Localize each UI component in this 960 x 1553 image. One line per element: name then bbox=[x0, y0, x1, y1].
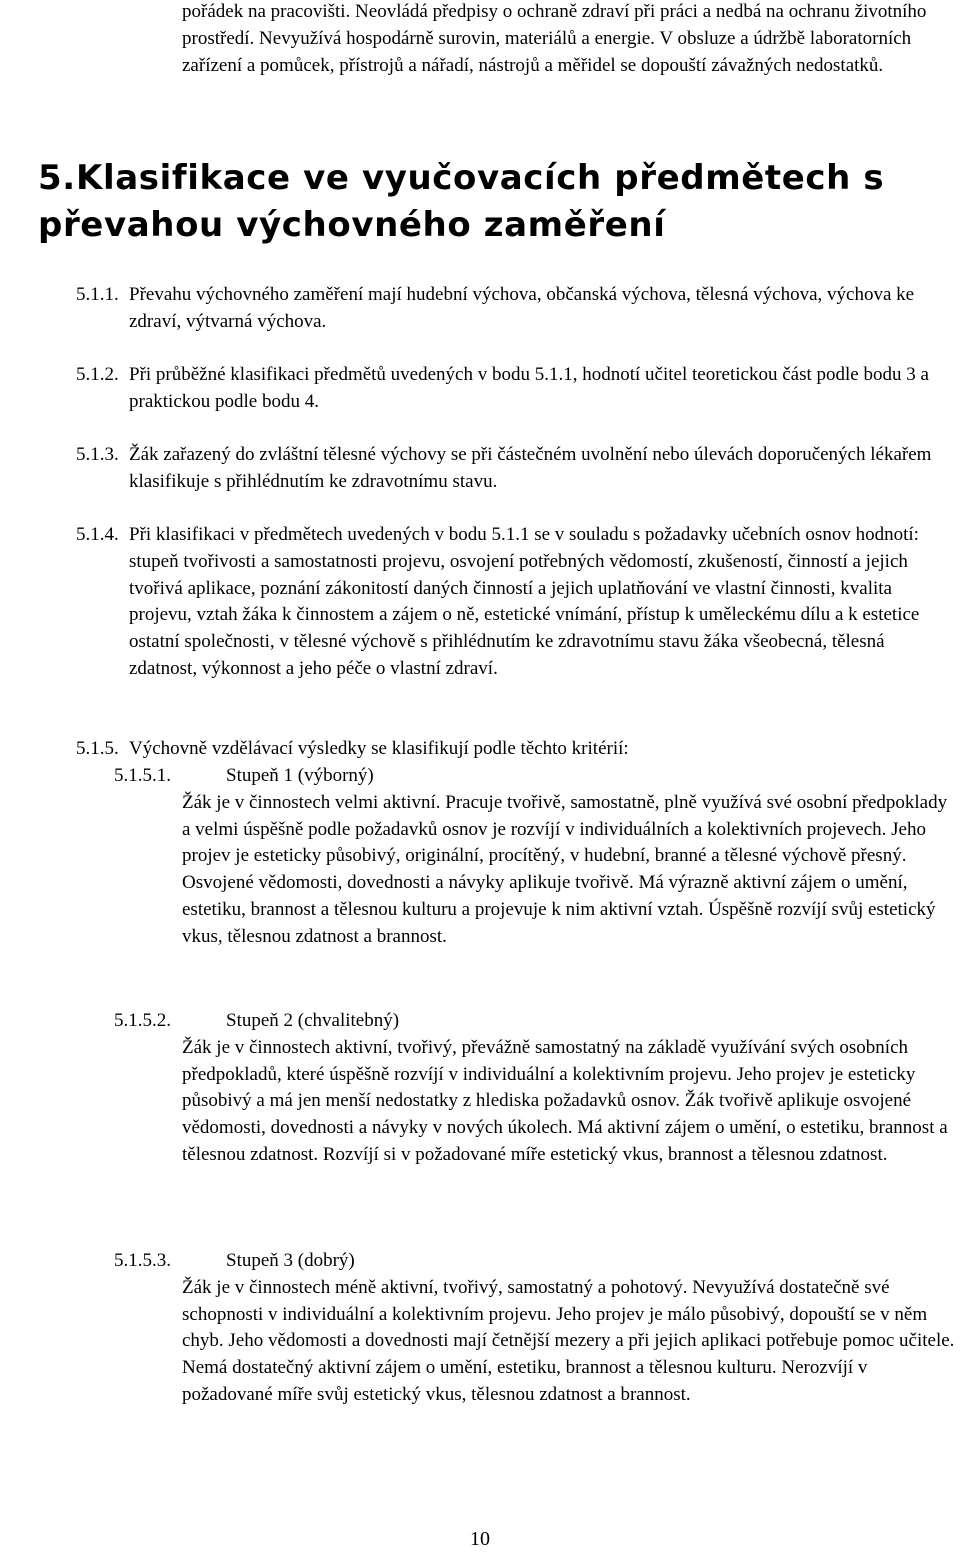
grade-description: Žák je v činnostech méně aktivní, tvořivý, samostatný a pohotový. Nevyužívá dostatečně své schopnosti v individuální a kolektivním projevu. Jeho projev je málo působivý, dopouští se v něm chyb. Jeho vědomosti a dovednosti mají četnější mezery a při jejich aplikaci potřebuje pomoc učitele. Nemá dostatečný aktivní zájem o umění, estetiku, brannost a tělesnou kulturu. Nerozvíjí v požadované míře svůj estetický vkus, tělesnou zdatnost a brannost. bbox=[182, 1276, 955, 1405]
item-text: Žák zařazený do zvláštní tělesné výchovy se při částečném uvolnění nebo úlevách doporučených lékařem klasifikuje s přihlédnutím ke zdravotnímu stavu. bbox=[129, 444, 932, 492]
item-number: 5.1.3. bbox=[76, 444, 119, 465]
item-number: 5.1.5. bbox=[76, 738, 119, 759]
grade-description: Žák je v činnostech aktivní, tvořivý, převážně samostatný na základě využívání svých osobních předpokladů, které úspěšně rozvíjí v individuální a kolektivním projevu. Jeho projev je esteticky působivý a má jen menší nedostatky z hlediska požadavků osnov. Žák tvořivě aplikuje osvojené vědomosti, dovednosti a návyky v nových úkolech. Má aktivní zájem o umění, o estetiku, brannost a tělesnou zdatnost. Rozvíjí si v požadované míře estetický vkus, brannost a tělesnou zdatnost. bbox=[182, 1036, 948, 1165]
grade-title: Stupeň 1 (výborný) bbox=[226, 765, 374, 786]
subitem-number: 5.1.5.2. bbox=[114, 1010, 171, 1031]
intro-paragraph: pořádek na pracovišti. Neovládá předpisy o ochraně zdraví při práci a nedbá na ochranu životního prostředí. Nevyužívá hospodárně surovin, materiálů a energie. V obsluze a údržbě laboratorních zařízení a pomůcek, přístrojů a nářadí, nástrojů a měřidel se dopouští závažných nedostatků. bbox=[182, 1, 927, 76]
section-heading bbox=[38, 155, 958, 249]
grade-title: Stupeň 3 (dobrý) bbox=[226, 1250, 355, 1271]
list-item bbox=[76, 282, 956, 336]
grade-title: Stupeň 2 (chvalitebný) bbox=[226, 1010, 400, 1031]
item-number: 5.1.4. bbox=[76, 524, 119, 545]
grade-block bbox=[114, 1008, 956, 1169]
item-text: Převahu výchovného zaměření mají hudební výchova, občanská výchova, tělesná výchova, výchova ke zdraví, výtvarná výchova. bbox=[129, 284, 915, 332]
item-number: 5.1.1. bbox=[76, 284, 119, 305]
grade-block bbox=[114, 1248, 956, 1409]
list-item bbox=[76, 522, 956, 683]
section-title: Klasifikace ve vyučovacích předmětech s převahou výchovného zaměření bbox=[38, 158, 885, 245]
list-item bbox=[76, 442, 956, 496]
grade-description: Žák je v činnostech velmi aktivní. Pracuje tvořivě, samostatně, plně využívá své osobní předpoklady a velmi úspěšně podle požadavků osnov je rozvíjí v individuálních a kolektivních projevech. Jeho projev je esteticky působivý, originální, procítěný, v hudební, branné a tělesné výchově přesný. Osvojené vědomosti, dovednosti a návyky aplikuje tvořivě. Má výrazně aktivní zájem o umění, estetiku, brannost a tělesnou kulturu a projevuje k nim aktivní vztah. Úspěšně rozvíjí svůj estetický vkus, tělesnou zdatnost a brannost. bbox=[182, 791, 948, 947]
grade-block bbox=[114, 763, 956, 951]
item-text: Při klasifikaci v předmětech uvedených v bodu 5.1.1 se v souladu s požadavky učebních osnov hodnotí: stupeň tvořivosti a samostatnosti projevu, osvojení potřebných vědomostí, zkušeností, činností a jejich tvořivá aplikace, poznání zákonitostí daných činností a jejich uplatňování ve vlastní činnosti, kvalita projevu, vztah žáka k činnostem a zájem o ně, estetické vnímání, přístup k uměleckému dílu a k estetice ostatní společnosti, v tělesné výchově s přihlédnutím ke zdravotnímu stavu žáka všeobecná, tělesná zdatnost, výkonnost a jeho péče o vlastní zdraví. bbox=[129, 524, 920, 679]
list-item bbox=[76, 736, 956, 763]
item-text: Při průběžné klasifikaci předmětů uvedených v bodu 5.1.1, hodnotí učitel teoretickou část podle bodu 3 a praktickou podle bodu 4. bbox=[129, 364, 929, 412]
subitem-number: 5.1.5.3. bbox=[114, 1250, 171, 1271]
list-item bbox=[76, 362, 956, 416]
section-number: 5. bbox=[38, 158, 76, 198]
item-number: 5.1.2. bbox=[76, 364, 119, 385]
item-text: Výchovně vzdělávací výsledky se klasifikují podle těchto kritérií: bbox=[129, 738, 629, 759]
page-number: 10 bbox=[470, 1528, 490, 1550]
subitem-number: 5.1.5.1. bbox=[114, 765, 171, 786]
